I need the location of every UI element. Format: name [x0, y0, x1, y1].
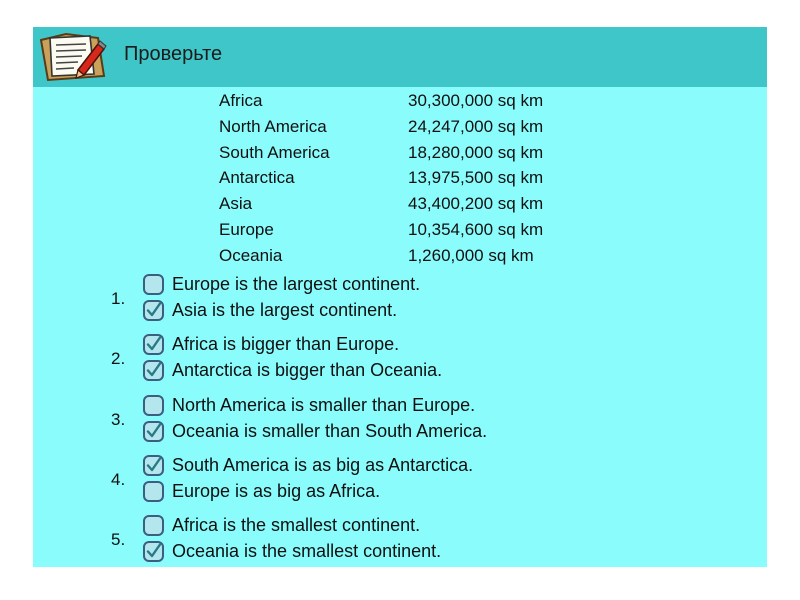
continent-area: 1,260,000 sq km — [408, 245, 534, 265]
question-number: 3. — [111, 410, 126, 429]
answer-option-label: North America is smaller than Europe. — [172, 395, 476, 415]
question-1 — [33, 273, 767, 327]
continent-name: Oceania — [219, 245, 283, 265]
continent-area: 18,280,000 sq km — [408, 142, 544, 162]
continent-name: Antarctica — [219, 168, 295, 188]
answer-option-label: Africa is bigger than Europe. — [172, 334, 400, 354]
checkmark-icon — [145, 302, 162, 319]
continent-name: North America — [219, 116, 327, 136]
checkmark-icon — [145, 457, 162, 474]
question-number: 5. — [111, 530, 126, 549]
continent-area: 43,400,200 sq km — [408, 194, 544, 214]
answer-option-label: Europe is as big as Africa. — [172, 481, 381, 501]
header-bar — [33, 27, 767, 87]
continent-area: 13,975,500 sq km — [408, 168, 544, 188]
answer-option-label: Europe is the largest continent. — [172, 274, 421, 294]
checkbox-checked[interactable] — [143, 541, 164, 562]
question-2 — [33, 333, 767, 387]
continent-area: 30,300,000 sq km — [408, 91, 544, 110]
slide — [33, 27, 767, 567]
checkbox[interactable] — [143, 515, 164, 536]
checkbox[interactable] — [143, 395, 164, 416]
continent-name: Asia — [219, 194, 253, 214]
question-number: 2. — [111, 349, 126, 368]
answer-option-label: South America is as big as Antarctica. — [172, 455, 474, 475]
answer-option-label: Oceania is smaller than South America. — [172, 421, 488, 441]
checkbox-checked[interactable] — [143, 334, 164, 355]
question-number: 1. — [111, 289, 126, 308]
question-4 — [33, 454, 767, 508]
question-3 — [33, 394, 767, 448]
answer-option-label: Asia is the largest continent. — [172, 300, 398, 320]
continent-name: Africa — [219, 91, 263, 110]
continent-area: 24,247,000 sq km — [408, 116, 544, 136]
checkbox-checked[interactable] — [143, 455, 164, 476]
notepad-pencil-icon — [38, 30, 108, 84]
continent-name: Europe — [219, 219, 274, 239]
checkbox-checked[interactable] — [143, 360, 164, 381]
answer-option-label: Antarctica is bigger than Oceania. — [172, 360, 443, 380]
checkbox[interactable] — [143, 481, 164, 502]
answer-option-label: Oceania is the smallest continent. — [172, 541, 442, 561]
checkmark-icon — [145, 423, 162, 440]
question-number: 4. — [111, 470, 126, 489]
question-5 — [33, 514, 767, 568]
checkmark-icon — [145, 336, 162, 353]
checkmark-icon — [145, 543, 162, 560]
checkbox[interactable] — [143, 274, 164, 295]
checkmark-icon — [145, 362, 162, 379]
continent-area: 10,354,600 sq km — [408, 219, 544, 239]
answer-option-label: Africa is the smallest continent. — [172, 515, 421, 535]
checkbox-checked[interactable] — [143, 421, 164, 442]
checkbox-checked[interactable] — [143, 300, 164, 321]
page-title: Проверьте — [124, 43, 223, 65]
continent-name: South America — [219, 142, 330, 162]
